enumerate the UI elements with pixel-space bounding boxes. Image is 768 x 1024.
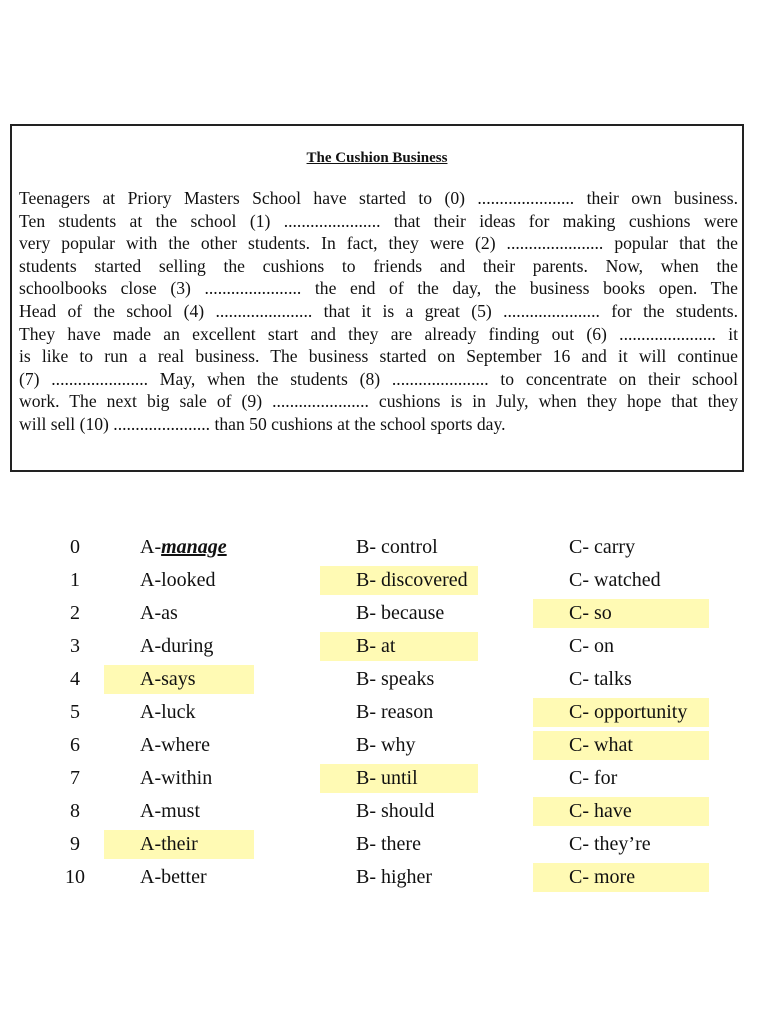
option-a: A-within	[140, 767, 213, 789]
passage-title: The Cushion Business	[306, 150, 448, 166]
passage-line: schoolbooks close (3) ...................... the end of the day, the business books open. The	[19, 278, 738, 299]
option-row-8	[0, 795, 768, 828]
option-b: B- reason	[356, 701, 434, 723]
option-b: B- why	[356, 734, 416, 756]
passage-line: Head of the school (4) ...................... that it is a great (5) ...................... for the students.	[19, 300, 738, 321]
question-number: 5	[70, 701, 80, 723]
option-a: A-as	[140, 602, 178, 624]
option-c-highlighted: C- more	[533, 863, 709, 892]
option-b: B- control	[356, 536, 438, 558]
option-a	[104, 533, 254, 562]
passage-box	[10, 124, 744, 472]
option-b-highlighted: B- until	[320, 764, 478, 793]
option-row-6	[0, 729, 768, 762]
option-a: A-better	[140, 866, 207, 888]
question-number: 7	[70, 767, 80, 789]
option-c-highlighted: C- what	[533, 731, 709, 760]
option-c: C- for	[569, 767, 618, 789]
option-a: A-looked	[140, 569, 216, 591]
example-answer: manage	[161, 536, 227, 558]
option-row-0	[0, 531, 768, 564]
option-c: C- they’re	[569, 833, 651, 855]
option-row-1	[0, 564, 768, 597]
option-b-highlighted: B- at	[320, 632, 478, 661]
passage-text	[19, 187, 738, 436]
question-number: 8	[70, 800, 80, 822]
option-row-5	[0, 696, 768, 729]
passage-line: work. The next big sale of (9) ...................... cushions is in July, when they hope that they	[19, 391, 738, 412]
question-number: 3	[70, 635, 80, 657]
option-a-highlighted: A-their	[104, 830, 254, 859]
option-b: B- higher	[356, 866, 433, 888]
question-number: 1	[70, 569, 80, 591]
option-row-7	[0, 762, 768, 795]
option-c: C- watched	[569, 569, 661, 591]
option-row-10	[0, 861, 768, 894]
question-number: 10	[65, 866, 85, 888]
option-a: A-must	[140, 800, 200, 822]
option-row-3	[0, 630, 768, 663]
option-b: B- there	[356, 833, 421, 855]
passage-line: very popular with the other students. In fact, they were (2) ...................... popular that the	[19, 233, 738, 254]
question-number: 0	[70, 536, 80, 558]
option-a: A-luck	[140, 701, 196, 723]
option-c-highlighted: C- so	[533, 599, 709, 628]
option-c-highlighted: C- opportunity	[533, 698, 709, 727]
passage-line: Ten students at the school (1) ...................... that their ideas for making cushions were	[19, 210, 738, 231]
option-c: C- talks	[569, 668, 632, 690]
question-number: 2	[70, 602, 80, 624]
option-c: C- carry	[569, 536, 636, 558]
passage-line: will sell (10) ...................... than 50 cushions at the school sports day.	[19, 413, 506, 434]
option-b: B- should	[356, 800, 435, 822]
option-c: C- on	[569, 635, 614, 657]
passage-line: (7) ...................... May, when the students (8) ...................... to concentrate on their school	[19, 368, 738, 389]
passage-line: is like to run a real business. The business started on September 16 and it will continue	[19, 346, 738, 367]
option-c-highlighted: C- have	[533, 797, 709, 826]
option-row-4	[0, 663, 768, 696]
option-a-highlighted: A-says	[104, 665, 254, 694]
option-b: B- speaks	[356, 668, 435, 690]
passage-line: They have made an excellent start and they are already finding out (6) ...................... it	[19, 323, 738, 344]
option-row-9	[0, 828, 768, 861]
passage-line: students started selling the cushions to friends and their parents. Now, when the	[19, 255, 738, 276]
option-a: A-during	[140, 635, 214, 657]
question-number: 4	[70, 668, 80, 690]
question-number: 6	[70, 734, 80, 756]
option-row-2	[0, 597, 768, 630]
answer-options	[0, 531, 768, 894]
passage-line: Teenagers at Priory Masters School have started to (0) ...................... their own business.	[19, 188, 738, 208]
option-a-prefix: A-	[140, 536, 162, 558]
question-number: 9	[70, 833, 80, 855]
option-b: B- because	[356, 602, 445, 624]
option-b-highlighted: B- discovered	[320, 566, 478, 595]
option-a: A-where	[140, 734, 210, 756]
